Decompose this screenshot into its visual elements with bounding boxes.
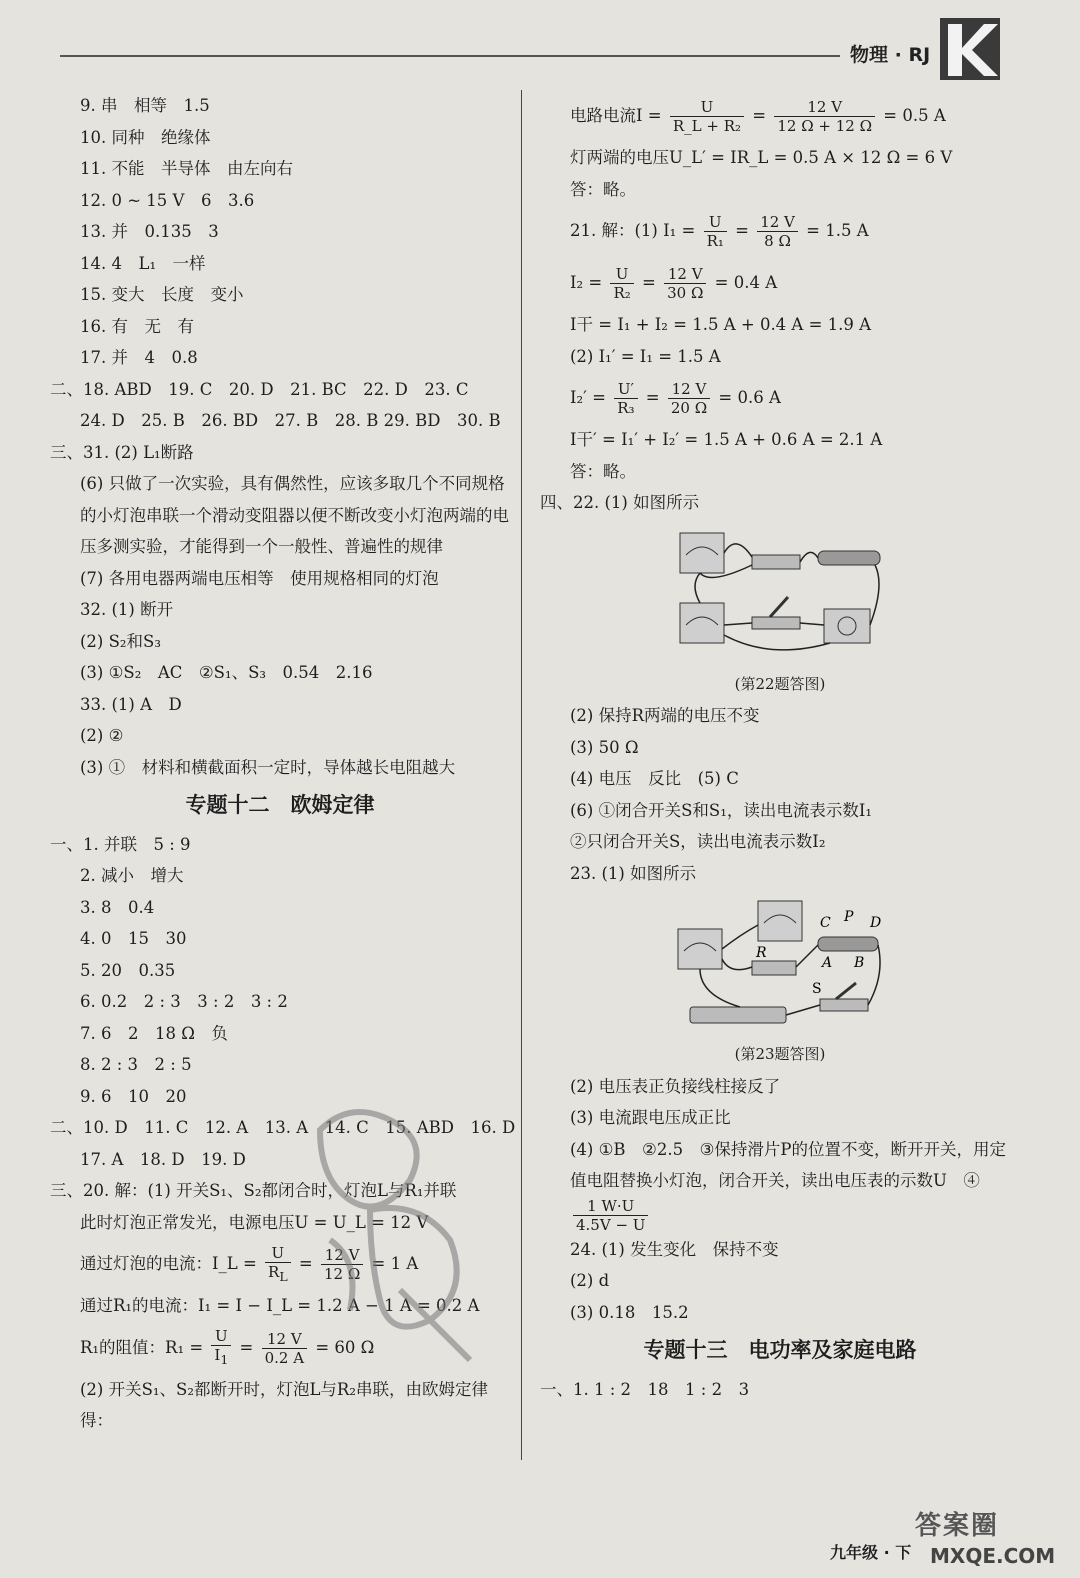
answer-line: 灯两端的电压U_L′ = IR_L = 0.5 A × 12 Ω = 6 V [570,148,953,167]
terminal-label: D [870,915,882,931]
circuit-diagram-22 [670,525,890,665]
terminal-label: B [854,955,865,971]
answer-line: (7) 各用电器两端电压相等 使用规格相同的灯泡 [80,568,439,588]
answer-line: 9. 串 相等 1.5 [80,96,210,115]
answer-line: (2) d [570,1271,610,1290]
section-title: 专题十三 电功率及家庭电路 [643,1337,917,1362]
switch-label: S [812,981,822,997]
answer-line: (3) 50 Ω [570,737,639,757]
answer-line: 16. 有 无 有 [80,316,194,336]
denominator: R₂ [613,284,631,302]
formula-label: 21. 解：(1) I₁ = [570,221,696,240]
formula-label: 电路电流I = [570,106,662,125]
figure-caption: (第23题答图) [734,1045,826,1063]
answer-line: 24. D 25. B 26. BD 27. B 28. B 29. BD 30. B [80,411,501,430]
answer-line: 三、20. 解：(1) 开关S₁、S₂都闭合时，灯泡L与R₁并联 [50,1181,457,1200]
formula-line: 电路电流I = $\frac{U}{\text{R\_L + R₂}}$ = $\frac{12 V}{12 \Omega + 12 \Omega}$ = 0.5 A [570,98,946,135]
formula-result: = 0.6 A [718,388,781,407]
answer-line: 17. A 18. D 19. D [80,1149,246,1169]
formula-result: = 1 A [371,1254,419,1273]
formula-line: R₁的阻值：R₁ = $\frac{U}{I_1}$ = $\frac{12 V}{0.2 A}$ = 60 Ω [80,1327,375,1367]
circuit-diagram-23 [670,895,890,1035]
answer-line: (2) S₂和S₃ [80,631,161,651]
answer-line: I干 = I₁ + I₂ = 1.5 A + 0.4 A = 1.9 A [570,315,872,334]
power-supply-icon [824,609,870,643]
answer-paragraph [540,1134,1020,1234]
answer-line: 一、1. 并联 5 : 9 [50,834,191,854]
answer-line: 3. 8 0.4 [80,897,155,917]
figure-caption: (第22题答图) [734,674,826,693]
battery-icon [690,1007,786,1023]
answer-text: (4) ①B ②2.5 ③保持滑片P的位置不变，断开开关，用定值电阻替换小灯泡，闭合开关，读出电压表的示数U ④ [570,1139,1006,1190]
fraction [614,380,637,417]
numerator: 12 V [668,380,710,399]
answer-line: 二、18. ABD 19. C 20. D 21. BC 22. D 23. C [50,379,469,399]
answer-line: 2. 减小 增大 [80,866,184,885]
numerator: 12 V [262,1330,307,1349]
answer-line: 12. 0 ~ 15 V 6 3.6 [80,190,255,210]
fraction [704,213,727,250]
formula-label: 通过灯泡的电流：I_L = [80,1254,257,1273]
right-column [540,90,1020,1405]
answer-paragraph: (2) 开关S₁、S₂都断开时，灯泡L与R₂串联，由欧姆定律得： [80,1379,488,1430]
answer-line: 11. 不能 半导体 由左向右 [80,159,293,178]
answer-line: 23. (1) 如图所示 [570,863,697,883]
formula-line: I₂′ = $\frac{U'}{\text{R₃}}$ = $\frac{12 V}{20 \Omega}$ = 0.6 A [570,380,781,417]
resistor-icon [752,555,800,569]
denominator: $R_L$ [268,1262,288,1284]
ammeter-icon [680,533,724,573]
answer-line: 7. 6 2 18 Ω 负 [80,1023,228,1043]
numerator: 1 W·U [573,1197,648,1216]
answer-line: (6) ①闭合开关S和S₁，读出电流表示数I₁ [570,800,872,820]
numerator: 12 V [774,98,875,117]
fraction [757,213,798,250]
numerator: U [670,98,744,117]
fraction [211,1327,231,1369]
section-title: 专题十二 欧姆定律 [185,792,375,817]
watermark-site: MXQE.COM [930,1544,1056,1568]
denominator: 12 Ω [323,1265,361,1283]
answer-line: ②只闭合开关S，读出电流表示数I₂ [570,832,826,851]
denominator: 12 Ω + 12 Ω [777,117,873,135]
fraction [664,265,706,302]
answer-line: (4) 电压 反比 (5) C [570,769,739,788]
answer-line: 17. 并 4 0.8 [80,348,198,367]
answer-line: 8. 2 : 3 2 : 5 [80,1055,192,1074]
answer-line: 三、31. (2) L₁断路 [50,442,194,462]
fraction [573,1197,648,1234]
numerator: U [610,265,633,284]
column-divider [521,90,522,1460]
watermark-logo: 答案圈 [915,1511,1000,1541]
numerator: 12 V [757,213,798,232]
resistor-label: R [756,945,767,961]
answer-line: I干′ = I₁′ + I₂′ = 1.5 A + 0.6 A = 2.1 A [570,430,883,449]
terminal-label: A [822,955,833,971]
answer-line: 四、22. (1) 如图所示 [540,493,700,512]
resistor-icon [752,961,796,975]
rheostat-icon [818,551,880,565]
answer-line: 答：略。 [570,461,636,481]
answer-line: (3) 0.18 15.2 [570,1302,689,1322]
numerator: 12 V [664,265,706,284]
numerator: U′ [614,380,637,399]
slider-label: P [844,909,854,925]
voltmeter-icon [680,603,724,643]
answer-line: (2) 电压表正负接线柱接反了 [570,1076,781,1096]
fraction [265,1244,291,1286]
answer-paragraph: (6) 只做了一次实验，具有偶然性，应该多取几个不同规格的小灯泡串联一个滑动变阻器以便不断改变小灯泡两端的电压多测实验，才能得到一个一般性、普遍性的规律 [80,474,509,556]
switch-icon [752,617,800,629]
answer-line: (2) ② [80,726,124,745]
answer-line: 32. (1) 断开 [80,600,174,619]
rheostat-icon [818,937,878,951]
formula-line: I₂ = $\frac{U}{\text{R₂}}$ = $\frac{12 V}{30 \Omega}$ = 0.4 A [570,265,778,302]
answer-line: 二、10. D 11. C 12. A 13. A 14. C 15. ABD 16. D [50,1118,516,1137]
answer-line: (3) ①S₂ AC ②S₁、S₃ 0.54 2.16 [80,663,373,682]
numerator: 12 V [321,1246,363,1265]
answer-line: 6. 0.2 2 : 3 3 : 2 3 : 2 [80,992,288,1011]
fraction [774,98,875,135]
answer-line: (3) 电流跟电压成正比 [570,1108,731,1127]
formula-result: = 0.5 A [883,106,946,125]
numerator: U [265,1244,291,1263]
formula-label: R₁的阻值：R₁ = [80,1337,204,1357]
figure-22 [540,525,1020,665]
answer-line: 5. 20 0.35 [80,960,176,980]
publisher-logo-icon [940,18,1000,80]
subject-label: 物理 · RJ [850,44,931,66]
formula-line: 21. 解：(1) I₁ = $\frac{U}{\text{R₁}}$ = $\frac{12 V}{8 \Omega}$ = 1.5 A [570,213,869,250]
answer-line: 通过R₁的电流：I₁ = I − I_L = 1.2 A − 1 A = 0.2 A [80,1296,480,1315]
numerator: U [211,1327,231,1346]
denominator: 20 Ω [670,399,708,417]
answer-line: 答：略。 [570,179,636,199]
answer-line: 此时灯泡正常发光，电源电压U = U_L = 12 V [80,1212,429,1232]
formula-result: = 1.5 A [806,221,869,240]
ammeter-icon [678,929,722,969]
denominator: 30 Ω [667,284,704,302]
formula-result: = 0.4 A [714,273,778,292]
answer-line: 24. (1) 发生变化 保持不变 [570,1239,779,1259]
answer-line: 33. (1) A D [80,694,182,714]
formula-result: = 60 Ω [315,1337,375,1357]
fraction [668,380,710,417]
fraction [670,98,744,135]
formula-line: 通过灯泡的电流：I_L = $\frac{U}{R_L}$ = $\frac{12 V}{12 \Omega}$ = 1 A [80,1243,419,1284]
fraction [610,265,633,302]
denominator: $I_1$ [214,1346,229,1367]
denominator: R₃ [617,399,635,417]
answer-line: 一、1. 1 : 2 18 1 : 2 3 [540,1379,750,1399]
terminal-label: C [820,915,831,931]
denominator: 8 Ω [764,232,791,250]
switch-icon [820,999,868,1011]
answer-line: (2) 保持R两端的电压不变 [570,706,760,725]
denominator: 0.2 A [264,1348,305,1367]
answer-line: 15. 变大 长度 变小 [80,285,244,304]
answer-line: 14. 4 L₁ 一样 [80,253,206,273]
answer-line: 9. 6 10 20 [80,1086,187,1106]
voltmeter-icon [758,901,802,941]
answer-line: 10. 同种 绝缘体 [80,127,211,147]
answer-line: 4. 0 15 30 [80,929,187,948]
formula-label: I₂′ = [570,388,606,407]
grade-footer: 九年级 · 下 [830,1543,912,1562]
denominator: R_L + R₂ [672,117,742,135]
numerator: U [704,213,727,232]
denominator: R₁ [706,232,724,250]
ink-stamp-icon [290,1090,500,1380]
header-rule [60,55,840,57]
answer-line: 13. 并 0.135 3 [80,222,219,241]
figure-23 [540,895,1020,1035]
answer-line: (2) I₁′ = I₁ = 1.5 A [570,346,721,366]
denominator: 4.5V − U [576,1215,646,1234]
formula-label: I₂ = [570,273,603,292]
answer-line: (3) ① 材料和横截面积一定时，导体越长电阻越大 [80,757,456,777]
